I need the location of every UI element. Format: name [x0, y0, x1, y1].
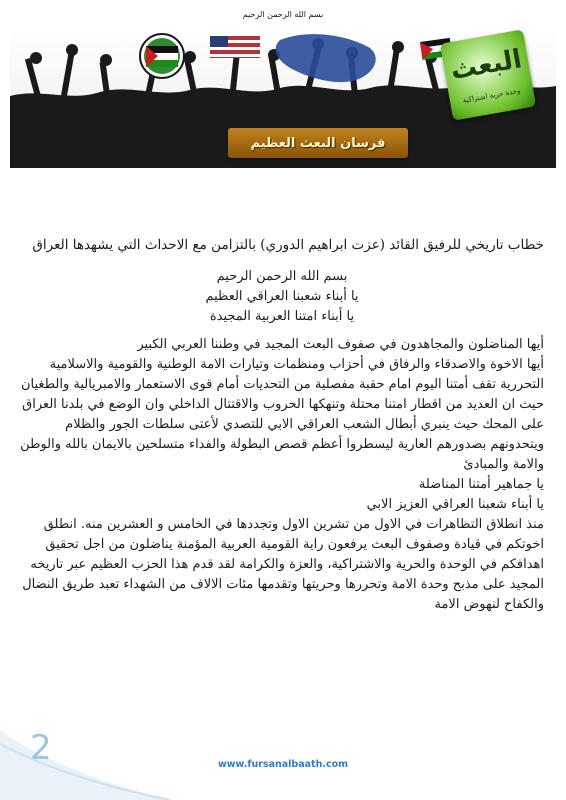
- salutation-line: يا أبناء امتنا العربية المجيدة: [209, 309, 355, 324]
- paragraph: منذ انطلاق التظاهرات في الاول من تشرين الاول وتجددها في الخامس و العشرين منه. انطلق اخوتكم في قيادة وصفوف البعث يرفعون راية القومية العربية المؤمنة يناضلون من اجل تحقيق اهدافكم في الوحدة والحرية والاشتراكية، والعزة والكرامة لقد قدم هذا الحزب العظيم عبر تاريخه المجيد على مذبح وحدة الامة وتحررها وحريتها وتقدمها مئات الالاف من الشهداء تعبد طريق النضال والكفاح لنهوض الامة: [22, 517, 544, 612]
- salutation-line: بسم الله الرحمن الرحيم: [216, 269, 348, 284]
- paragraph: أيها المناضلون والمجاهدون في صفوف البعث المجيد في وطننا العربي الكبير: [137, 337, 544, 352]
- article-body: [20, 235, 544, 615]
- page-number: 2: [30, 728, 52, 768]
- logo-subtitle: وحدة حرية اشتراكية: [462, 86, 522, 105]
- salutation-line: يا أبناء شعبنا العراقي العظيم: [205, 289, 359, 304]
- paragraph: يا جماهير أمتنا المناضلة: [418, 477, 544, 492]
- speech-text: [20, 335, 544, 615]
- baath-logo: [440, 29, 536, 120]
- paragraph: يا أبناء شعبنا العراقي العزيز الابي: [366, 497, 544, 512]
- salutation-block: [20, 267, 544, 327]
- website-link[interactable]: www.fursanalbaath.com: [218, 759, 348, 770]
- ribbon-text: فرسان البعث العظيم: [250, 135, 386, 151]
- top-basmala: بسم الله الرحمن الرحيم: [242, 10, 324, 19]
- site-ribbon: [228, 128, 408, 158]
- logo-title: البعث: [448, 44, 525, 87]
- flag-emblem: [140, 34, 184, 78]
- article-headline: خطاب تاريخي للرفيق القائد (عزت ابراهيم الدوري) بالتزامن مع الاحداث التي يشهدها العراق: [32, 237, 544, 253]
- paragraph: أيها الاخوة والاصدقاء والرفاق في أحزاب ومنظمات وتيارات الامة الوطنية والقومية والاسلامية التحررية تقف أمتنا اليوم امام حقبة مفصلية من التحديات أمام قوى الاستعمار والامبريالية والطغيان حيث ان العديد من اقطار امتنا محتلة وتنهكها الحروب والاقتتال الداخلي وان الوضع في بلدنا العراق على المحك حيث ينبري أبطال الشعب العراقي الابي للتصدي لأعتى سلطات الجور والظلام ويتحدونهم بصدورهم العارية ليسطروا أعظم قصص البطولة والفداء متسلحين بالايمان بالله والوطن والامة والمبادئ: [20, 357, 544, 472]
